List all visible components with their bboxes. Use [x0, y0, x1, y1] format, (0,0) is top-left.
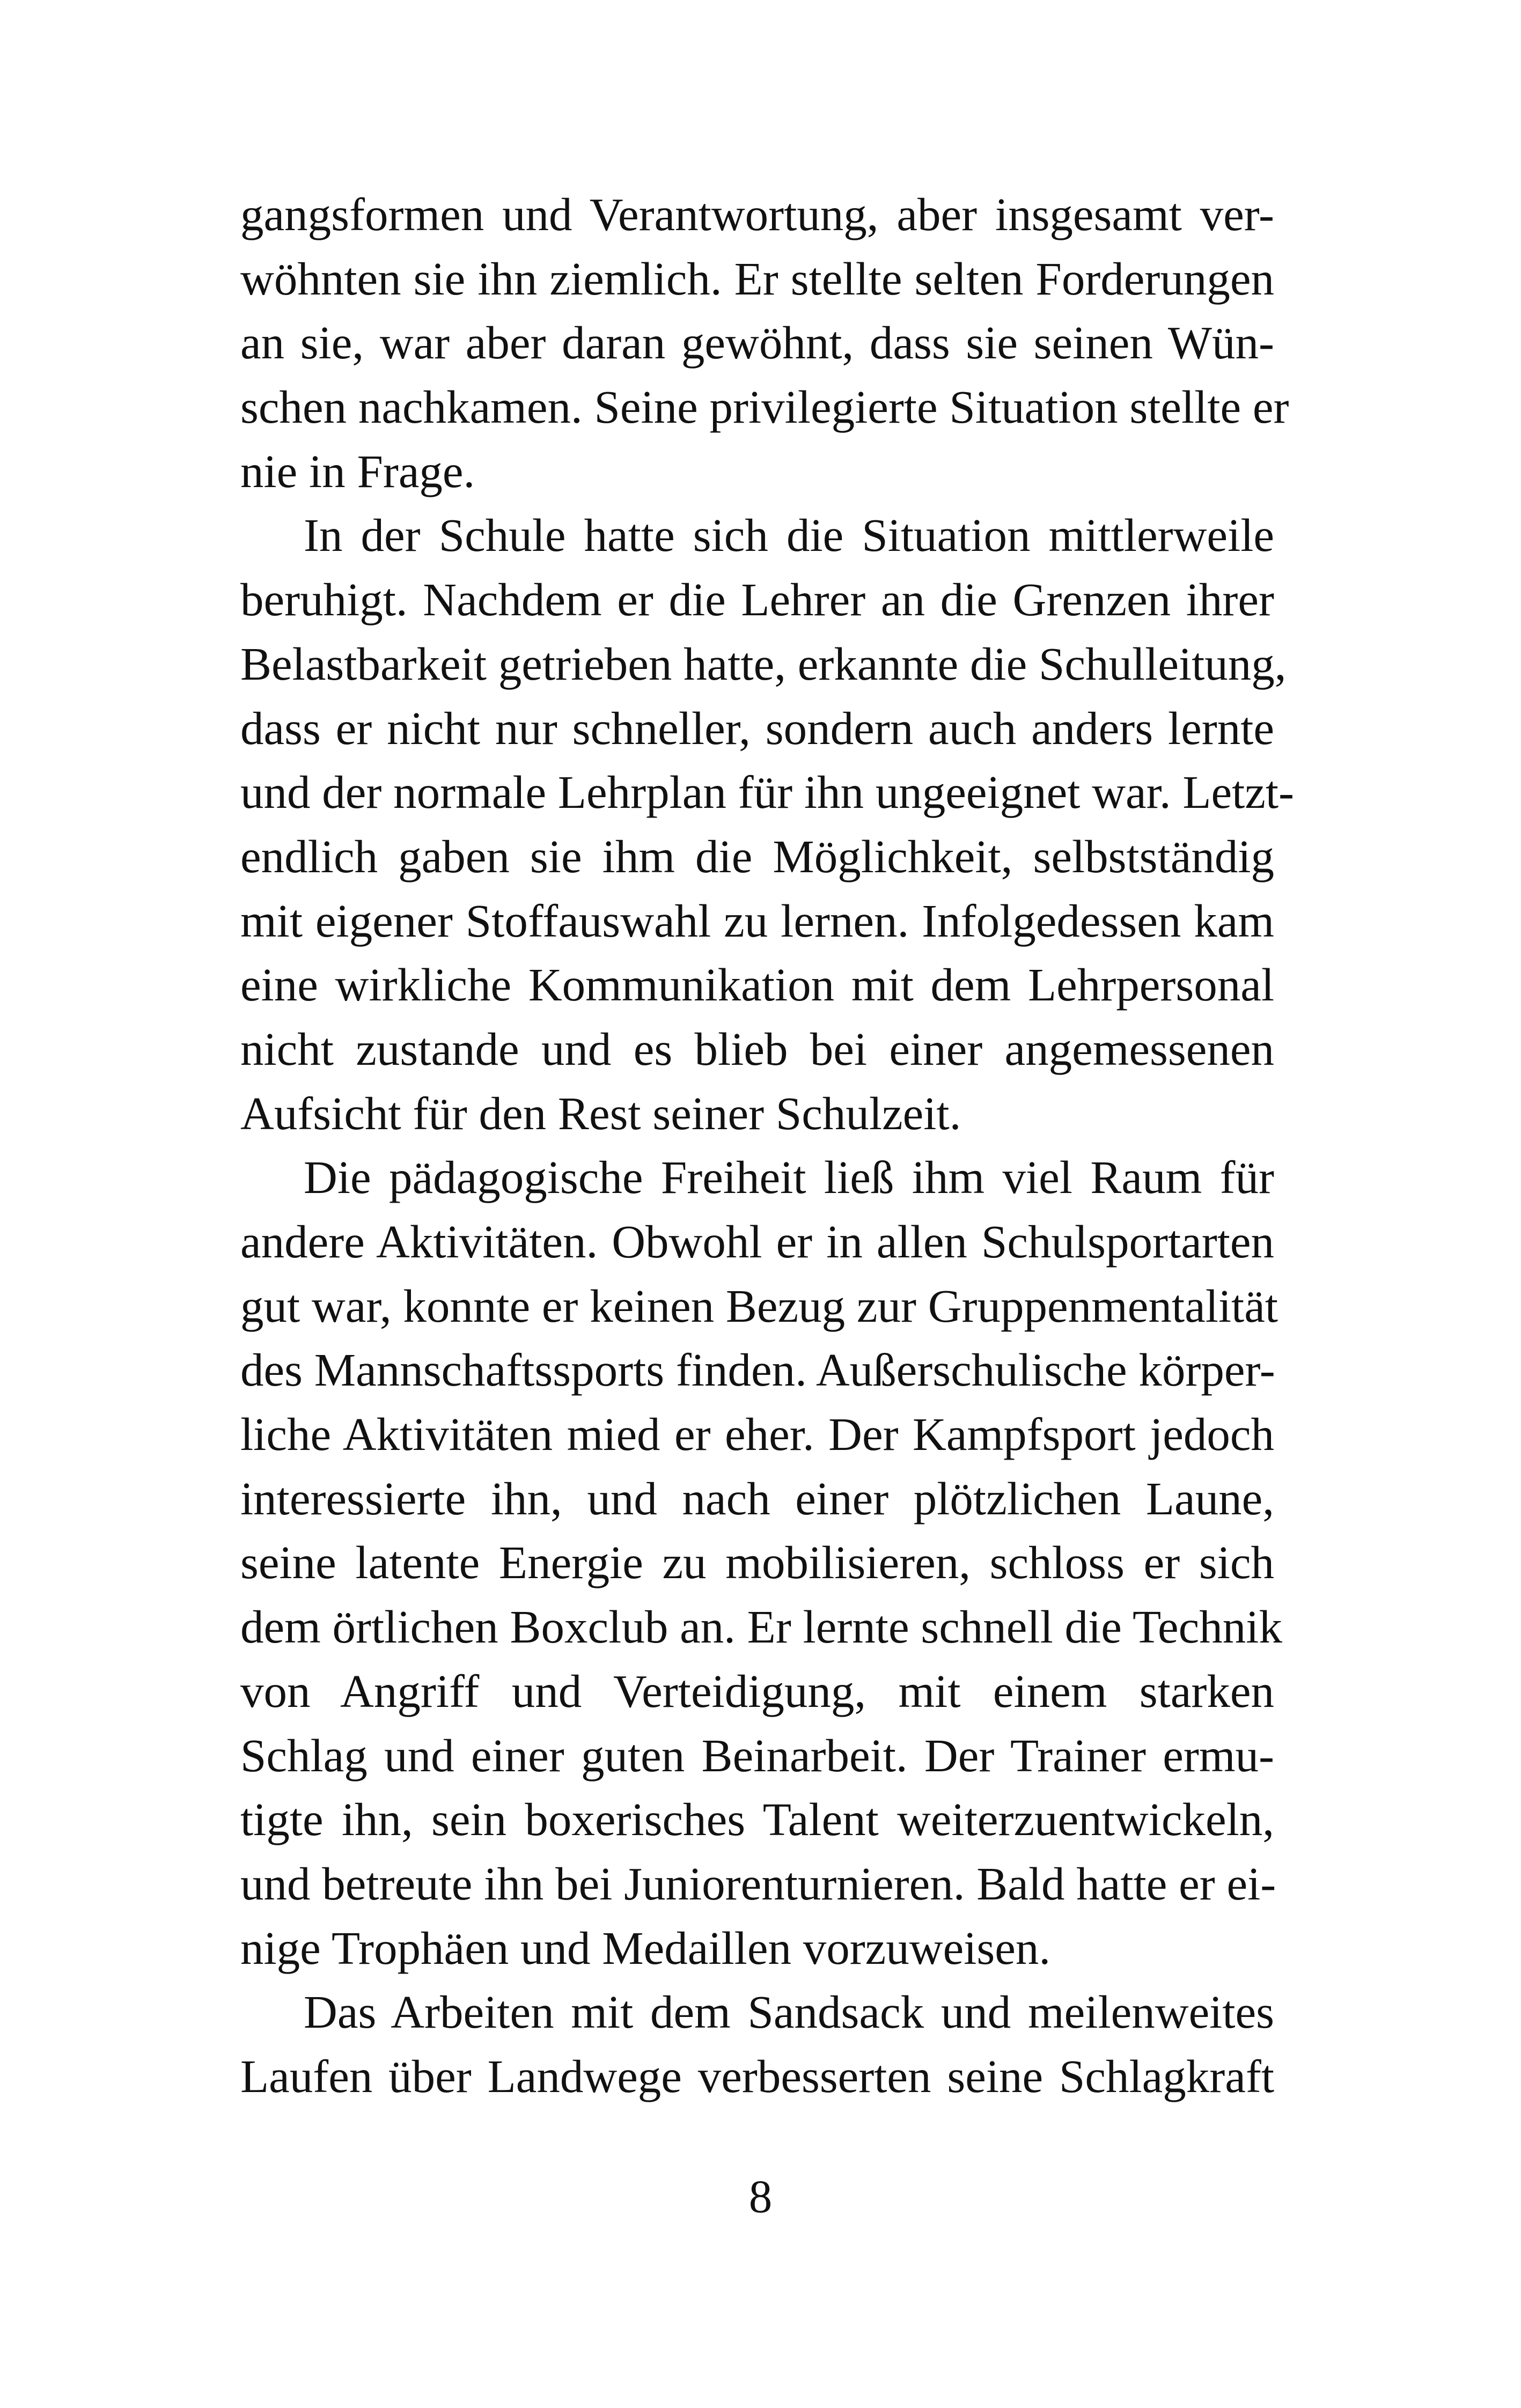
text-line: Laufen über Landwege verbesserten seine Schlagkraft [240, 2050, 1274, 2102]
text-line: In der Schule hatte sich die Situation mittlerweile [304, 509, 1274, 562]
text-line: nie in Frage. [240, 445, 475, 497]
text-line: von Angriff und Verteidigung, mit einem starken [240, 1665, 1274, 1717]
text-line: Das Arbeiten mit dem Sandsack und meilenweites [304, 1986, 1274, 2038]
text-line: wöhnten sie ihn ziemlich. Er stellte selten Forderungen [240, 252, 1274, 305]
text-line: andere Aktivitäten. Obwohl er in allen Schulsportarten [240, 1216, 1274, 1268]
text-line: mit eigener Stoffauswahl zu lernen. Infolgedessen kam [240, 894, 1274, 947]
text-line: liche Aktivitäten mied er eher. Der Kampfsport jedoch [240, 1408, 1274, 1461]
text-line: Die pädagogische Freiheit ließ ihm viel Raum für [304, 1151, 1274, 1204]
text-line: gangsformen und Verantwortung, aber insgesamt ver- [240, 188, 1274, 240]
text-line: endlich gaben sie ihm die Möglichkeit, selbstständig [240, 830, 1274, 882]
text-line: und der normale Lehrplan für ihn ungeeignet war. Letzt- [240, 766, 1294, 819]
text-line: dem örtlichen Boxclub an. Er lernte schnell die Technik [240, 1601, 1282, 1653]
text-line: an sie, war aber daran gewöhnt, dass sie seinen Wün- [240, 316, 1274, 369]
text-line: schen nachkamen. Seine privilegierte Situation stellte er [240, 381, 1289, 433]
text-line: interessierte ihn, und nach einer plötzlichen Laune, [240, 1472, 1274, 1525]
text-line: und betreute ihn bei Juniorenturnieren. Bald hatte er ei- [240, 1857, 1276, 1910]
text-line: nige Trophäen und Medaillen vorzuweisen. [240, 1921, 1051, 1974]
text-line: dass er nicht nur schneller, sondern auch anders lernte [240, 702, 1274, 754]
text-line: des Mannschaftssports finden. Außerschulische körper- [240, 1344, 1275, 1396]
page-number: 8 [748, 2170, 773, 2222]
text-line: tigte ihn, sein boxerisches Talent weiterzuentwickeln, [240, 1793, 1274, 1846]
text-line: beruhigt. Nachdem er die Lehrer an die Grenzen ihrer [240, 573, 1274, 626]
text-line: nicht zustande und es blieb bei einer angemessenen [240, 1022, 1274, 1075]
body-text [240, 182, 1294, 2109]
text-line: Schlag und einer guten Beinarbeit. Der Trainer ermu- [240, 1729, 1274, 1781]
text-line: gut war, konnte er keinen Bezug zur Gruppenmentalität [240, 1279, 1278, 1332]
text-line: Aufsicht für den Rest seiner Schulzeit. [240, 1087, 961, 1139]
text-line: Belastbarkeit getrieben hatte, erkannte die Schulleitung, [240, 637, 1287, 690]
text-line: seine latente Energie zu mobilisieren, schloss er sich [240, 1536, 1274, 1589]
text-line: eine wirkliche Kommunikation mit dem Lehrpersonal [240, 959, 1274, 1011]
